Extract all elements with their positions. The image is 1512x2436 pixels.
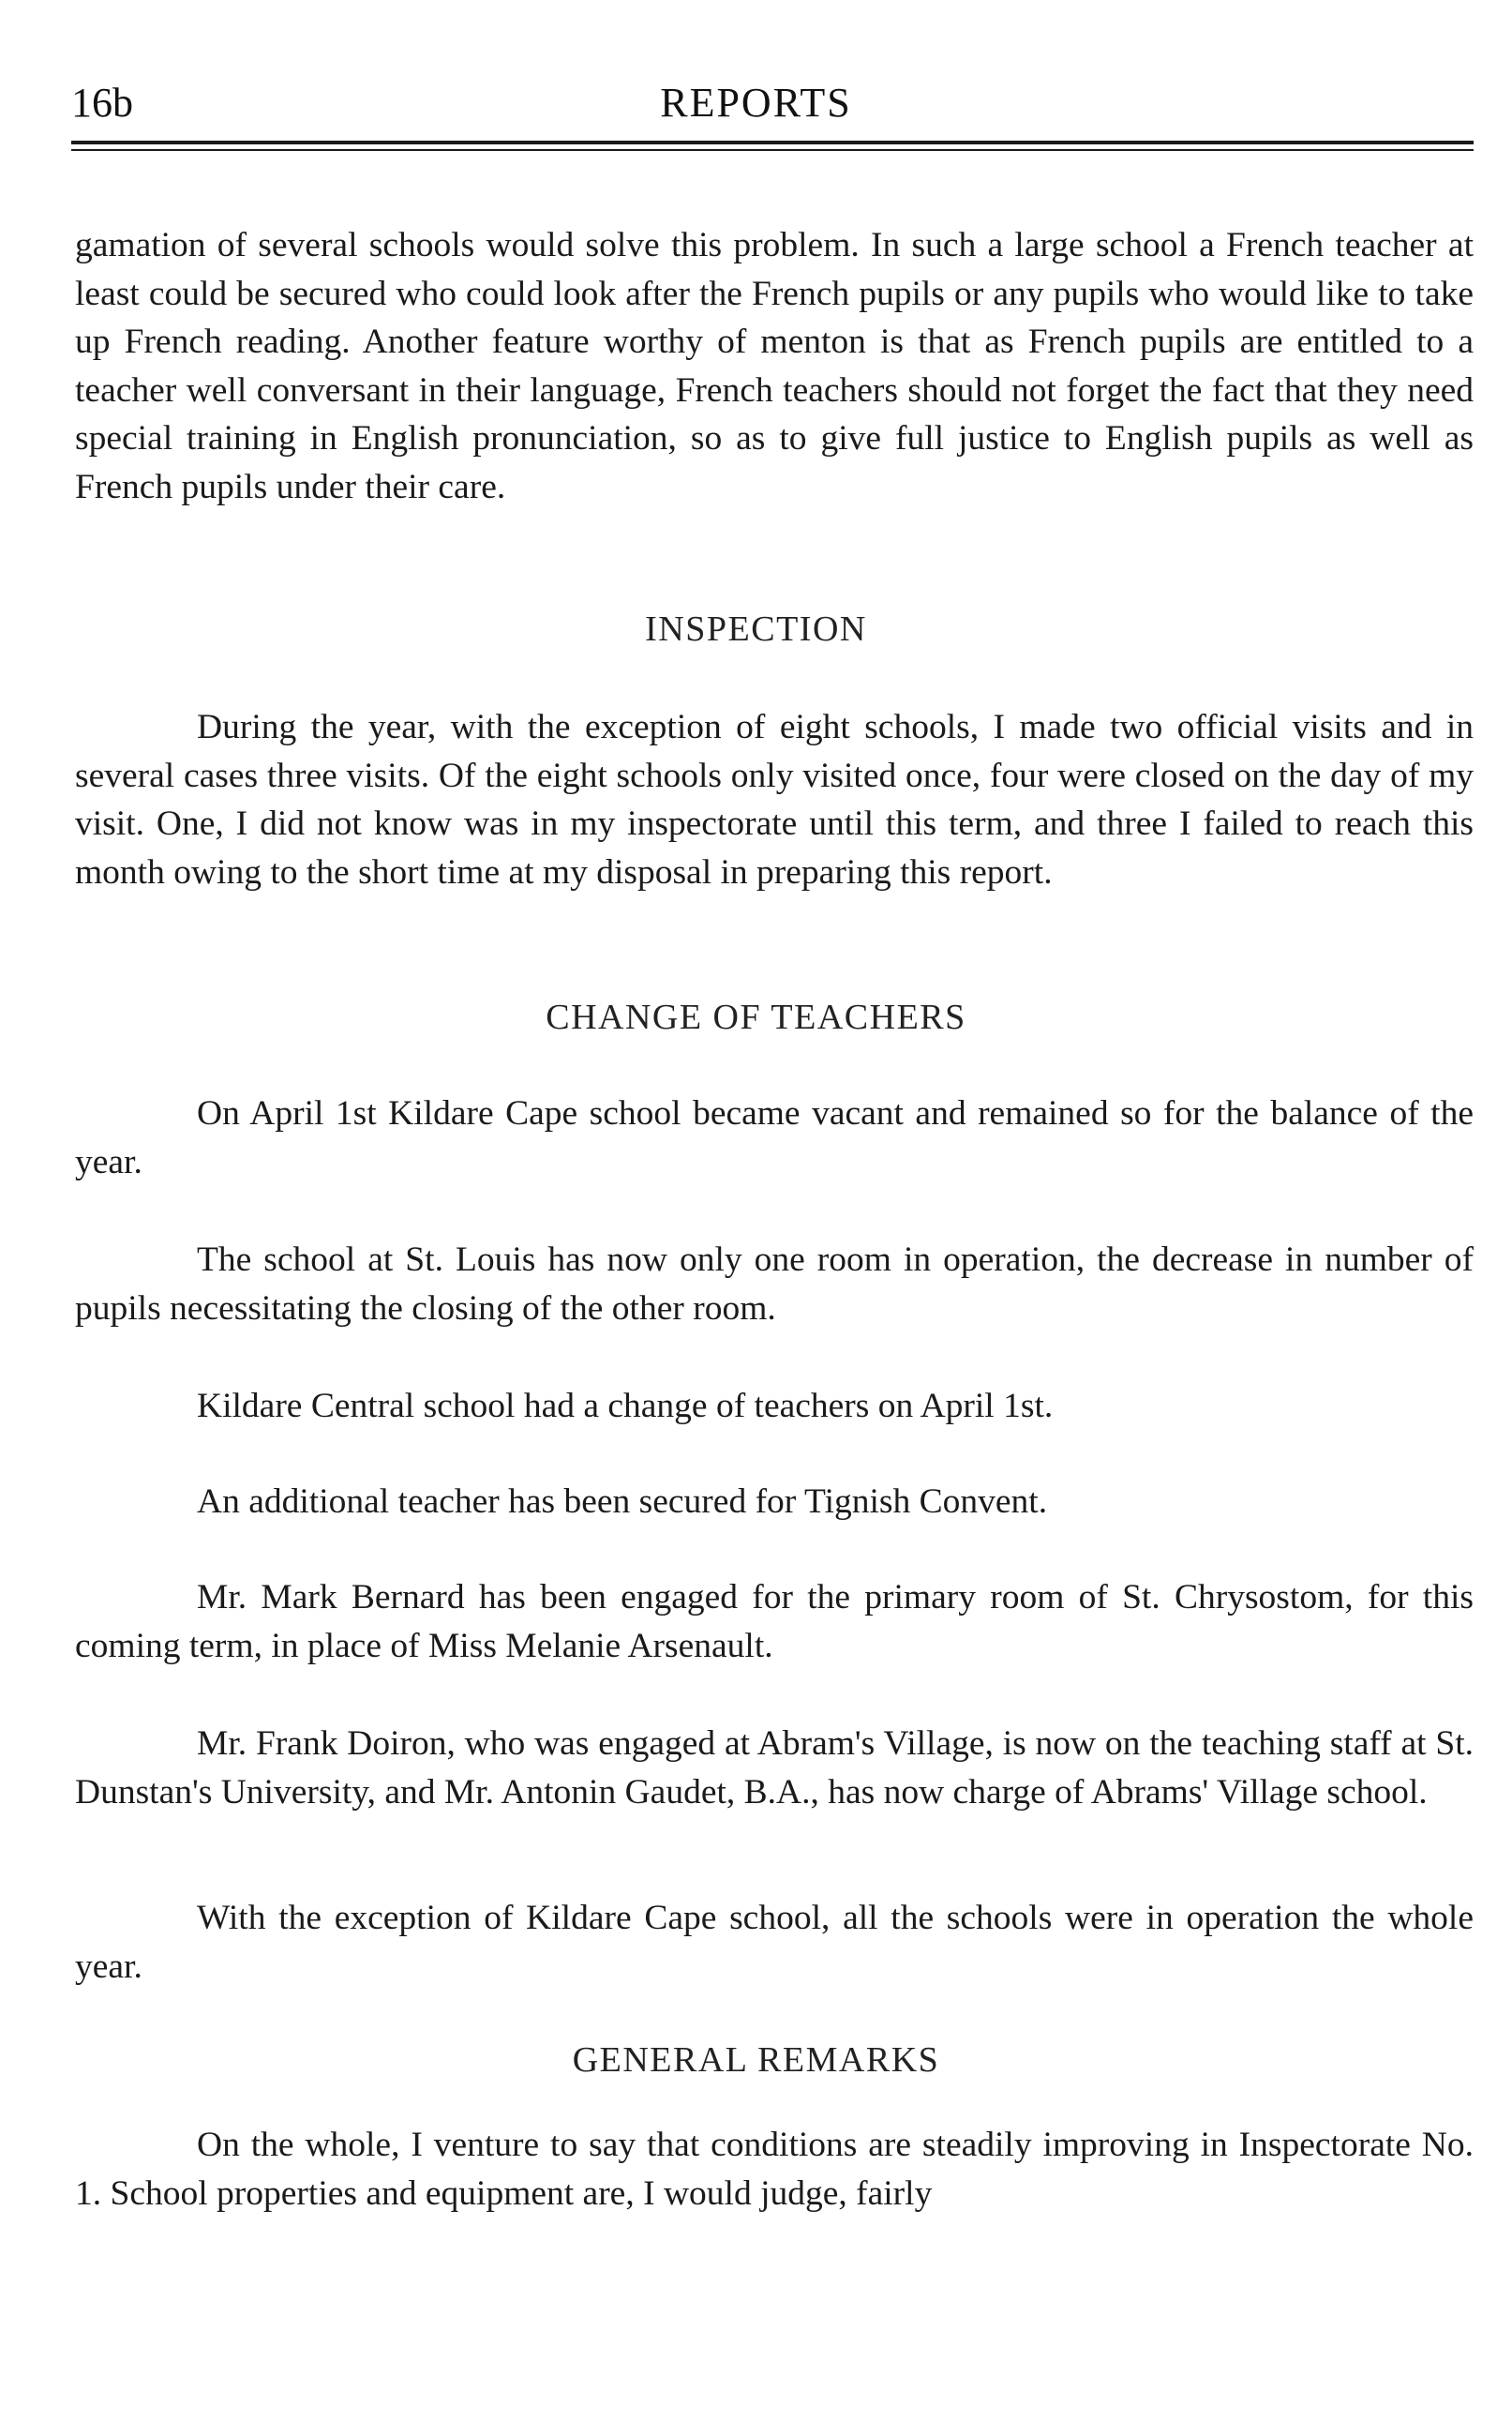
header-rule [71, 141, 1474, 144]
paragraph-text: An additional teacher has been secured for Tignish Convent. [197, 1482, 1048, 1521]
running-title: REPORTS [660, 80, 852, 126]
paragraph [75, 1382, 1474, 1431]
paragraph-text: During the year, with the exception of eight schools, I made two official visits and in several cases three visits. Of the eight schools only visited once, four were closed on the day of my visit. One, I did not know was in my inspectorate until this term, and three I failed to reach this month owing to the short time at my disposal in preparing this report. [75, 708, 1474, 892]
paragraph [75, 1894, 1474, 1991]
section-heading-general-remarks: GENERAL REMARKS [572, 2040, 940, 2080]
section-heading-change-of-teachers: CHANGE OF TEACHERS [546, 998, 966, 1037]
paragraph-text: Mr. Mark Bernard has been engaged for the primary room of St. Chrysostom, for this coming term, in place of Miss Melanie Arsenault. [75, 1578, 1474, 1665]
paragraph-text: The school at St. Louis has now only one room in operation, the decrease in number of pupils necessitating the closing of the other room. [75, 1241, 1474, 1328]
paragraph [75, 703, 1474, 896]
paragraph [75, 1236, 1474, 1332]
header-rule [71, 149, 1474, 151]
paragraph-text: gamation of several schools would solve this problem. In such a large school a French teacher at least could be secured who could look after the French pupils or any pupils who would like to take up French reading. Another feature worthy of menton is that as French pupils are entitled to a teacher well conversant in their language, French teachers should not forget the fact that they need special training in English pronunciation, so as to give full justice to English pupils as well as French pupils under their care. [75, 226, 1474, 506]
paragraph [75, 2121, 1474, 2218]
paragraph-continued [75, 221, 1474, 511]
paragraph-text: On April 1st Kildare Cape school became vacant and remained so for the balance of the year. [75, 1094, 1474, 1181]
paragraph [75, 1720, 1474, 1816]
paragraph [75, 1090, 1474, 1186]
paragraph [75, 1573, 1474, 1670]
paragraph [75, 1478, 1474, 1526]
paragraph-text: Mr. Frank Doiron, who was engaged at Abram's Village, is now on the teaching staff at St. Dunstan's University, and Mr. Antonin Gaudet, B.A., has now charge of Abrams' Village school. [75, 1724, 1474, 1812]
paragraph-text: On the whole, I venture to say that conditions are steadily improving in Inspectorate No. 1. School properties and equipment are, I would judge, fairly [75, 2126, 1474, 2213]
paragraph-text: Kildare Central school had a change of teachers on April 1st. [197, 1387, 1054, 1425]
paragraph-text: With the exception of Kildare Cape school, all the schools were in operation the whole year. [75, 1899, 1474, 1986]
page-number: 16b [71, 80, 133, 126]
section-heading-inspection: INSPECTION [645, 609, 867, 649]
